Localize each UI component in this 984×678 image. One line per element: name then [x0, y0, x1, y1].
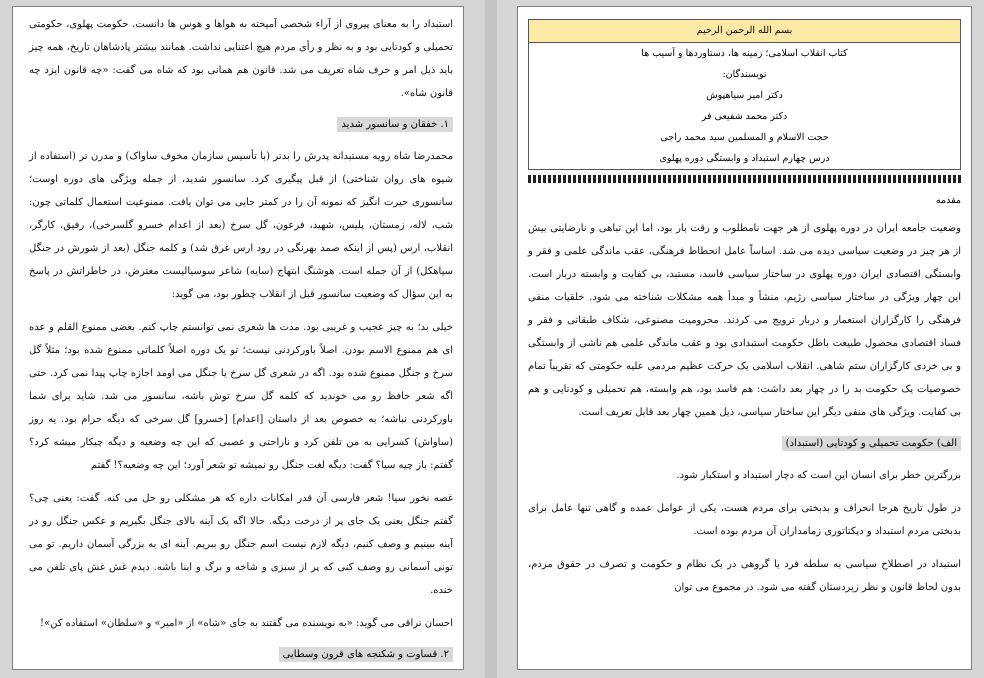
- paragraph: محمدرضا شاه رویه مستبدانه پدرش را بدتر (با تأسیس سازمان مخوف ساواک) و مدرن تر (استفاده از شیوه های روان شناختی) از قبل پیگیری کرد. سانسور شدید، از جمله ویژگی های دوره اوست؛ سانسوری حیرت انگیز که نمونه آن را در کمتر جایی می توان یافت. ممنوعیت استعمال کلماتی چون: شب، لاله، زمستان، پلیس، شهید، فرعون، گل سرخ (بعد از اعدام خسرو گلسرخی)، رفیق، کارگر، انقلاب، ارس (پس از اینکه صمد بهرنگی در رود ارس غرق شد) و کلمه جنگل (بعد از شورش در جنگل سیاهکل) از آن جمله است. هوشنگ ابتهاج (سایه) شاعر سوسیالیست معترض، در خاطراتش در پاسخ به این سؤال که وضعیت سانسور قبل از انقلاب چطور بود، می گوید:: [29, 151, 453, 300]
- page-left-content: [29, 13, 453, 670]
- section-heading: [29, 645, 453, 665]
- quote-paragraph: خیلی بد؛ به چیز عجیب و غریبی بود. مدت ها شعری نمی توانستم چاپ کنم. بعضی ممنوع القلم و عده ای هم ممنوع الاسم بودن. اصلاً باورکردنی نیست؛ تو یک دوره اصلاً کلماتی ممنوع شده بود؛ مثلاً گل سرخ و جنگل ممنوع شده بود. اگه در شعری گل سرخ یا جنگل می اومد اجازه چاپ پیدا نمی کرد. حتی اگه شعر حافظ رو می خوندید که کلمه گل سرخ توش باشه، سانسور می شد. شاید برای شما باورکردنی نباشه؛ به خصوص بعد از داستان [اعدام] [خسرو] گل سرخی که دیگه حرام بود. یه روز (ساواش) کسرایی به من تلفن کرد و ناراحتی و عصبی که این چه وضعیه و دیگه چیکار میشه کرد؟ گفتم: باز چیه سیا؟ گفت: دیگه لغت جنگل رو نمیشه تو شعر آورد؛ این چه وضعیه؟! گفتم: [29, 322, 453, 471]
- section-heading: [29, 115, 453, 135]
- quote-paragraph: غصه نخور سیا! شعر فارسی آن قدر امکانات داره که هر مشکلی رو حل می کنه. گفت: یعنی چی؟ گفتم جنگل یعنی یک جای پر از درخت دیگه. حالا اگه یک آینه بالای جنگل بگیریم و عکس جنگل رو در آینه ببینیم و وصف کنیم، دیگه لازم نیست اسم جنگل رو ببریم. آینه ای به بزرگی آسمان داریم. تو می تونی آسمانی رو وصف کنی که پر از سبزی و شاخه و برگ و ابنا باشه. دیدم غش غش پای تلفن می خنده.: [29, 493, 454, 596]
- box-line: حجت الاسلام و المسلمین سید محمد راجی: [660, 132, 829, 143]
- paragraph: استبداد در اصطلاح سیاسی به سلطه فرد یا گروهی در یک نظام و حکومت و تصرف در حقوق مردم، بدون لحاظ قانون و نظر زیردستان گفته می شود. در مجموع می توان: [528, 559, 961, 593]
- heading-text: ۱. خفقان و سانسور شدید: [337, 117, 453, 132]
- page-gutter: [485, 0, 497, 678]
- box-title: بسم الله الرحمن الرحیم: [529, 20, 960, 43]
- box-line: نویسندگان:: [722, 69, 767, 80]
- section-heading: [528, 434, 961, 454]
- box-line: دکتر محمد شفیعی فر: [701, 111, 788, 122]
- intro-label: مقدمه: [935, 195, 961, 206]
- paragraph: وضعیت جامعه ایران در دوره پهلوی از هر جهت نامطلوب و رقت بار بود، اما این تباهی و نارضایتی بیش از هر چیز در وضعیت سیاسی دیده می شد. اساساً عامل انحطاط فرهنگی، عقب ماندگی علمی و فقر و وابستگی اقتصادی ایران دوره پهلوی در ساختار سیاسی فاسد، مستبد، بی کفایت و وابسته دربار است. این چهار ویژگی در ساختار سیاسی رژیم، منشأ و مبدأ همه مشکلات شناخته می شود. خلقیات منفی فرهنگی را کارگزاران استعمار و دربار ترویج می کردند. محرومیت مصنوعی، شکاف طبقاتی و فقر و فساد اقتصادی محصول طبیعت باطل حکومت استبدادی بود و عقب ماندگی علمی هم ناشی از وابستگی و بی خردی کارگزاران ستم شاهی. انقلاب اسلامی یک حرکت عظیم مردمی علیه حکومتی که تقریباً تمام خصوصیات یک حکومت بد را در چهار بعد داشت: هم فاسد بود، هم وابسته، هم تحمیلی و کودتایی و هم بی کفایت. ویژگی های منفی دیگر این ساختار سیاسی، ذیل همین چهار بعد قابل تعریف است.: [528, 223, 961, 418]
- paragraph: استبداد را به معنای پیروی از آراء شخصی آمیخته به هواها و هوس ها دانست. حکومت پهلوی، حکومتی تحمیلی و کودتایی بود و به نظر و رأی مردم هیچ اعتنایی نداشت. همانند بیشتر پادشاهان تاریخ، همه چیز باید ذیل امر و حرف شاه تعریف می شد. قانون هم همانی بود که شاه می گفت: «چه قانون ایزد چه قانون شاه».: [29, 19, 453, 99]
- heading-text: الف) حکومت تحمیلی و کودتایی (استبداد): [782, 436, 961, 451]
- document-page-left: [12, 6, 464, 670]
- title-box: [528, 19, 961, 170]
- paragraph: احسان نراقی می گوید: «به نویسنده می گفتند به جای «شاه» از «امیر» و «سلطان» استفاده کن»!: [39, 618, 453, 629]
- paragraph: بزرگترین خطر برای انسان این است که دچار استبداد و استکبار شود.: [676, 470, 961, 481]
- star-divider: [528, 175, 961, 183]
- page-right-content: [528, 13, 961, 609]
- box-line: درس چهارم استبداد و وابستگی دوره پهلوی: [659, 153, 830, 164]
- document-page-right: [517, 6, 972, 670]
- box-line: کتاب انقلاب اسلامی؛ زمینه ها، دستاوردها و آسیب ها: [641, 48, 848, 59]
- paragraph: در طول تاریخ هرجا انحراف و بدبختی برای مردم هست، یکی از عوامل عمده و گاهی تنها عامل برای بدبختی مردم استبداد و دیکتاتوری زمامداران آن مردم بوده است.: [528, 503, 961, 537]
- heading-text: ۲. قساوت و شکنجه های قرون وسطایی: [279, 647, 453, 662]
- box-line: دکتر امیر سیاهپوش: [706, 90, 783, 101]
